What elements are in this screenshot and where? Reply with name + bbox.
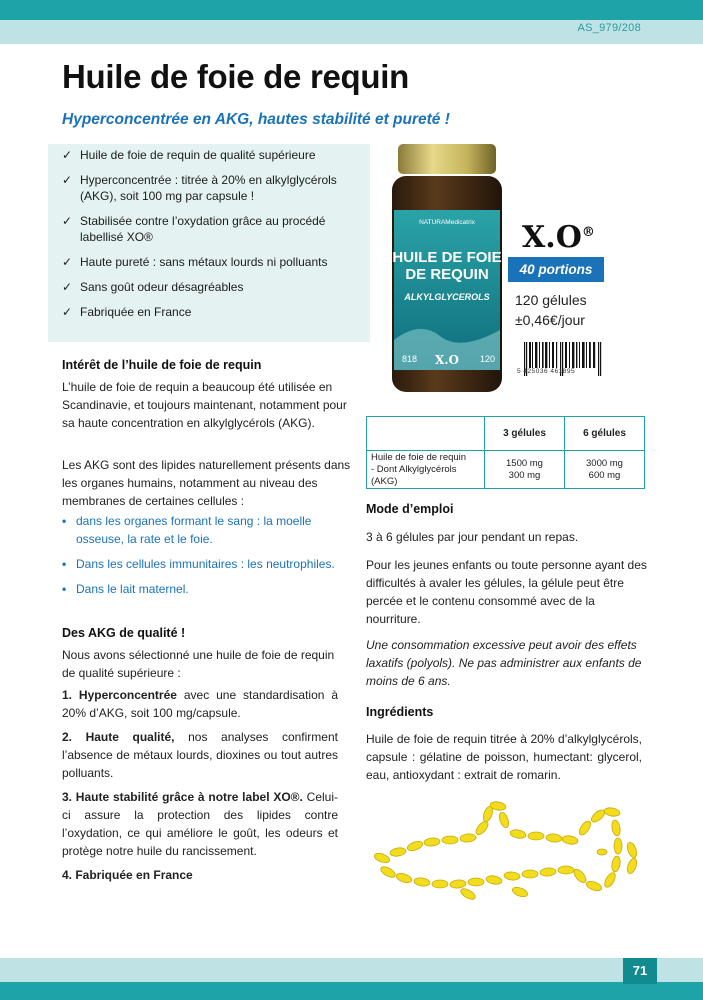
jar-count: 120: [480, 354, 496, 364]
jar-brand: NATURAMedicatrix: [419, 219, 475, 226]
usage-paragraph-1: 3 à 6 gélules par jour pendant un repas.: [366, 530, 579, 544]
check-icon: ✓: [62, 280, 73, 294]
list-item: • Dans le lait maternel.: [62, 582, 189, 596]
check-icon: ✓: [62, 214, 73, 228]
benefits-box: [48, 144, 370, 342]
product-jar: [380, 140, 514, 398]
benefit-item: ✓ Haute pureté : sans métaux lourds ni polluants: [62, 255, 328, 269]
list-item: • dans les organes formant le sang : la moelle osseuse, la rate et le foie.: [62, 514, 312, 546]
check-icon: ✓: [62, 148, 73, 162]
portions-badge: 40 portions: [508, 257, 604, 282]
interest-heading: Intérêt de l’huile de foie de requin: [62, 358, 262, 372]
bottom-band: [0, 958, 703, 1000]
quality-item: 1. Hyperconcentrée avec une standardisation à 20% d’AKG, soit 100 mg/capsule.: [62, 688, 338, 720]
reference-code: AS_979/208: [577, 22, 641, 34]
table-row: [367, 451, 645, 489]
table-corner: [367, 417, 485, 451]
values-6-gelules: 3000 mg 600 mg: [565, 451, 645, 489]
xo-label-logo: X.O®: [522, 220, 595, 255]
benefit-item: ✓ Sans goût odeur désagréables: [62, 280, 244, 294]
usage-warning: Une consommation excessive peut avoir des effets laxatifs (polyols). Ne pas administrer aux enfants de moins de 6 ans.: [366, 638, 642, 688]
page-subtitle: Hyperconcentrée en AKG, hautes stabilité et pureté !: [62, 111, 450, 128]
capsule-shark-illustration: [370, 800, 642, 902]
capsule-count: 120 gélules: [515, 292, 587, 308]
benefit-item: ✓ Fabriquée en France: [62, 305, 192, 319]
quality-list: [62, 686, 338, 890]
barcode-number: 5 425036 461895: [517, 368, 576, 375]
column-header: 3 gélules: [485, 417, 565, 451]
jar-label-sub: ALKYLGLYCEROLS: [404, 292, 490, 302]
benefit-item: ✓ Hyperconcentrée : titrée à 20% en alkylglycérols (AKG), soit 100 mg par capsule !: [62, 173, 337, 203]
benefit-item: ✓ Huile de foie de requin de qualité supérieure: [62, 148, 316, 162]
interest-paragraph-1: L’huile de foie de requin a beaucoup été utilisée en Scandinavie, et toujours maintenant, notamment pour sa haute concentration en alkylglycérols (AKG).: [62, 380, 347, 430]
usage-heading: Mode d’emploi: [366, 502, 454, 516]
quality-item: 2. Haute qualité, nos analyses confirment l’absence de métaux lourds, dioxines ou tout autres polluants.: [62, 730, 338, 780]
bullet-icon: •: [62, 582, 67, 596]
values-3-gelules: 1500 mg 300 mg: [485, 451, 565, 489]
quality-item: 3. Haute stabilité grâce à notre label XO®. Celui-ci assure la protection des lipides contre l’oxydation, ce qui améliore le goût, les odeurs et protège notre huile du rancissement.: [62, 790, 338, 858]
quality-item: 4. Fabriquée en France: [62, 868, 193, 882]
jar-label-line-2: DE REQUIN: [405, 266, 489, 283]
jar-code: 818: [402, 354, 418, 364]
row-labels: Huile de foie de requin - Dont Alkylglycérols (AKG): [367, 451, 485, 489]
quality-heading: Des AKG de qualité !: [62, 626, 186, 640]
column-header: 6 gélules: [565, 417, 645, 451]
ingredients-text: Huile de foie de requin titrée à 20% d’alkylglycérols, capsule : gélatine de poisson, humectant: glycerol, eau, antioxydant : extrait de romarin.: [366, 732, 642, 782]
jar-xo: X.O: [435, 353, 459, 367]
bullet-icon: •: [62, 514, 67, 528]
page-title: Huile de foie de requin: [62, 58, 409, 95]
akg-locations-list: [62, 512, 352, 605]
ingredients-heading: Ingrédients: [366, 705, 434, 719]
jar-label-line-1: HUILE DE FOIE: [392, 249, 502, 266]
usage-paragraph-2: Pour les jeunes enfants ou toute personne ayant des difficultés à avaler les gélules, la gélule peut être percée et le contenu consommé avec de la nourriture.: [366, 558, 647, 626]
check-icon: ✓: [62, 255, 73, 269]
quality-intro: Nous avons sélectionné une huile de foie de requin de qualité supérieure :: [62, 648, 335, 680]
bullet-icon: •: [62, 557, 67, 571]
page-number: 71: [623, 958, 657, 984]
benefit-item: ✓ Stabilisée contre l’oxydation grâce au procédé labellisé XO®: [62, 214, 326, 244]
list-item: • Dans les cellules immunitaires : les neutrophiles.: [62, 557, 335, 571]
check-icon: ✓: [62, 173, 73, 187]
daily-price: ±0,46€/jour: [515, 312, 585, 328]
dosage-table: [366, 416, 645, 489]
interest-paragraph-2: Les AKG sont des lipides naturellement présents dans les organes humains, notamment au niveau des membranes de certaines cellules :: [62, 458, 351, 508]
capsule-info: [515, 290, 587, 330]
check-icon: ✓: [62, 305, 73, 319]
